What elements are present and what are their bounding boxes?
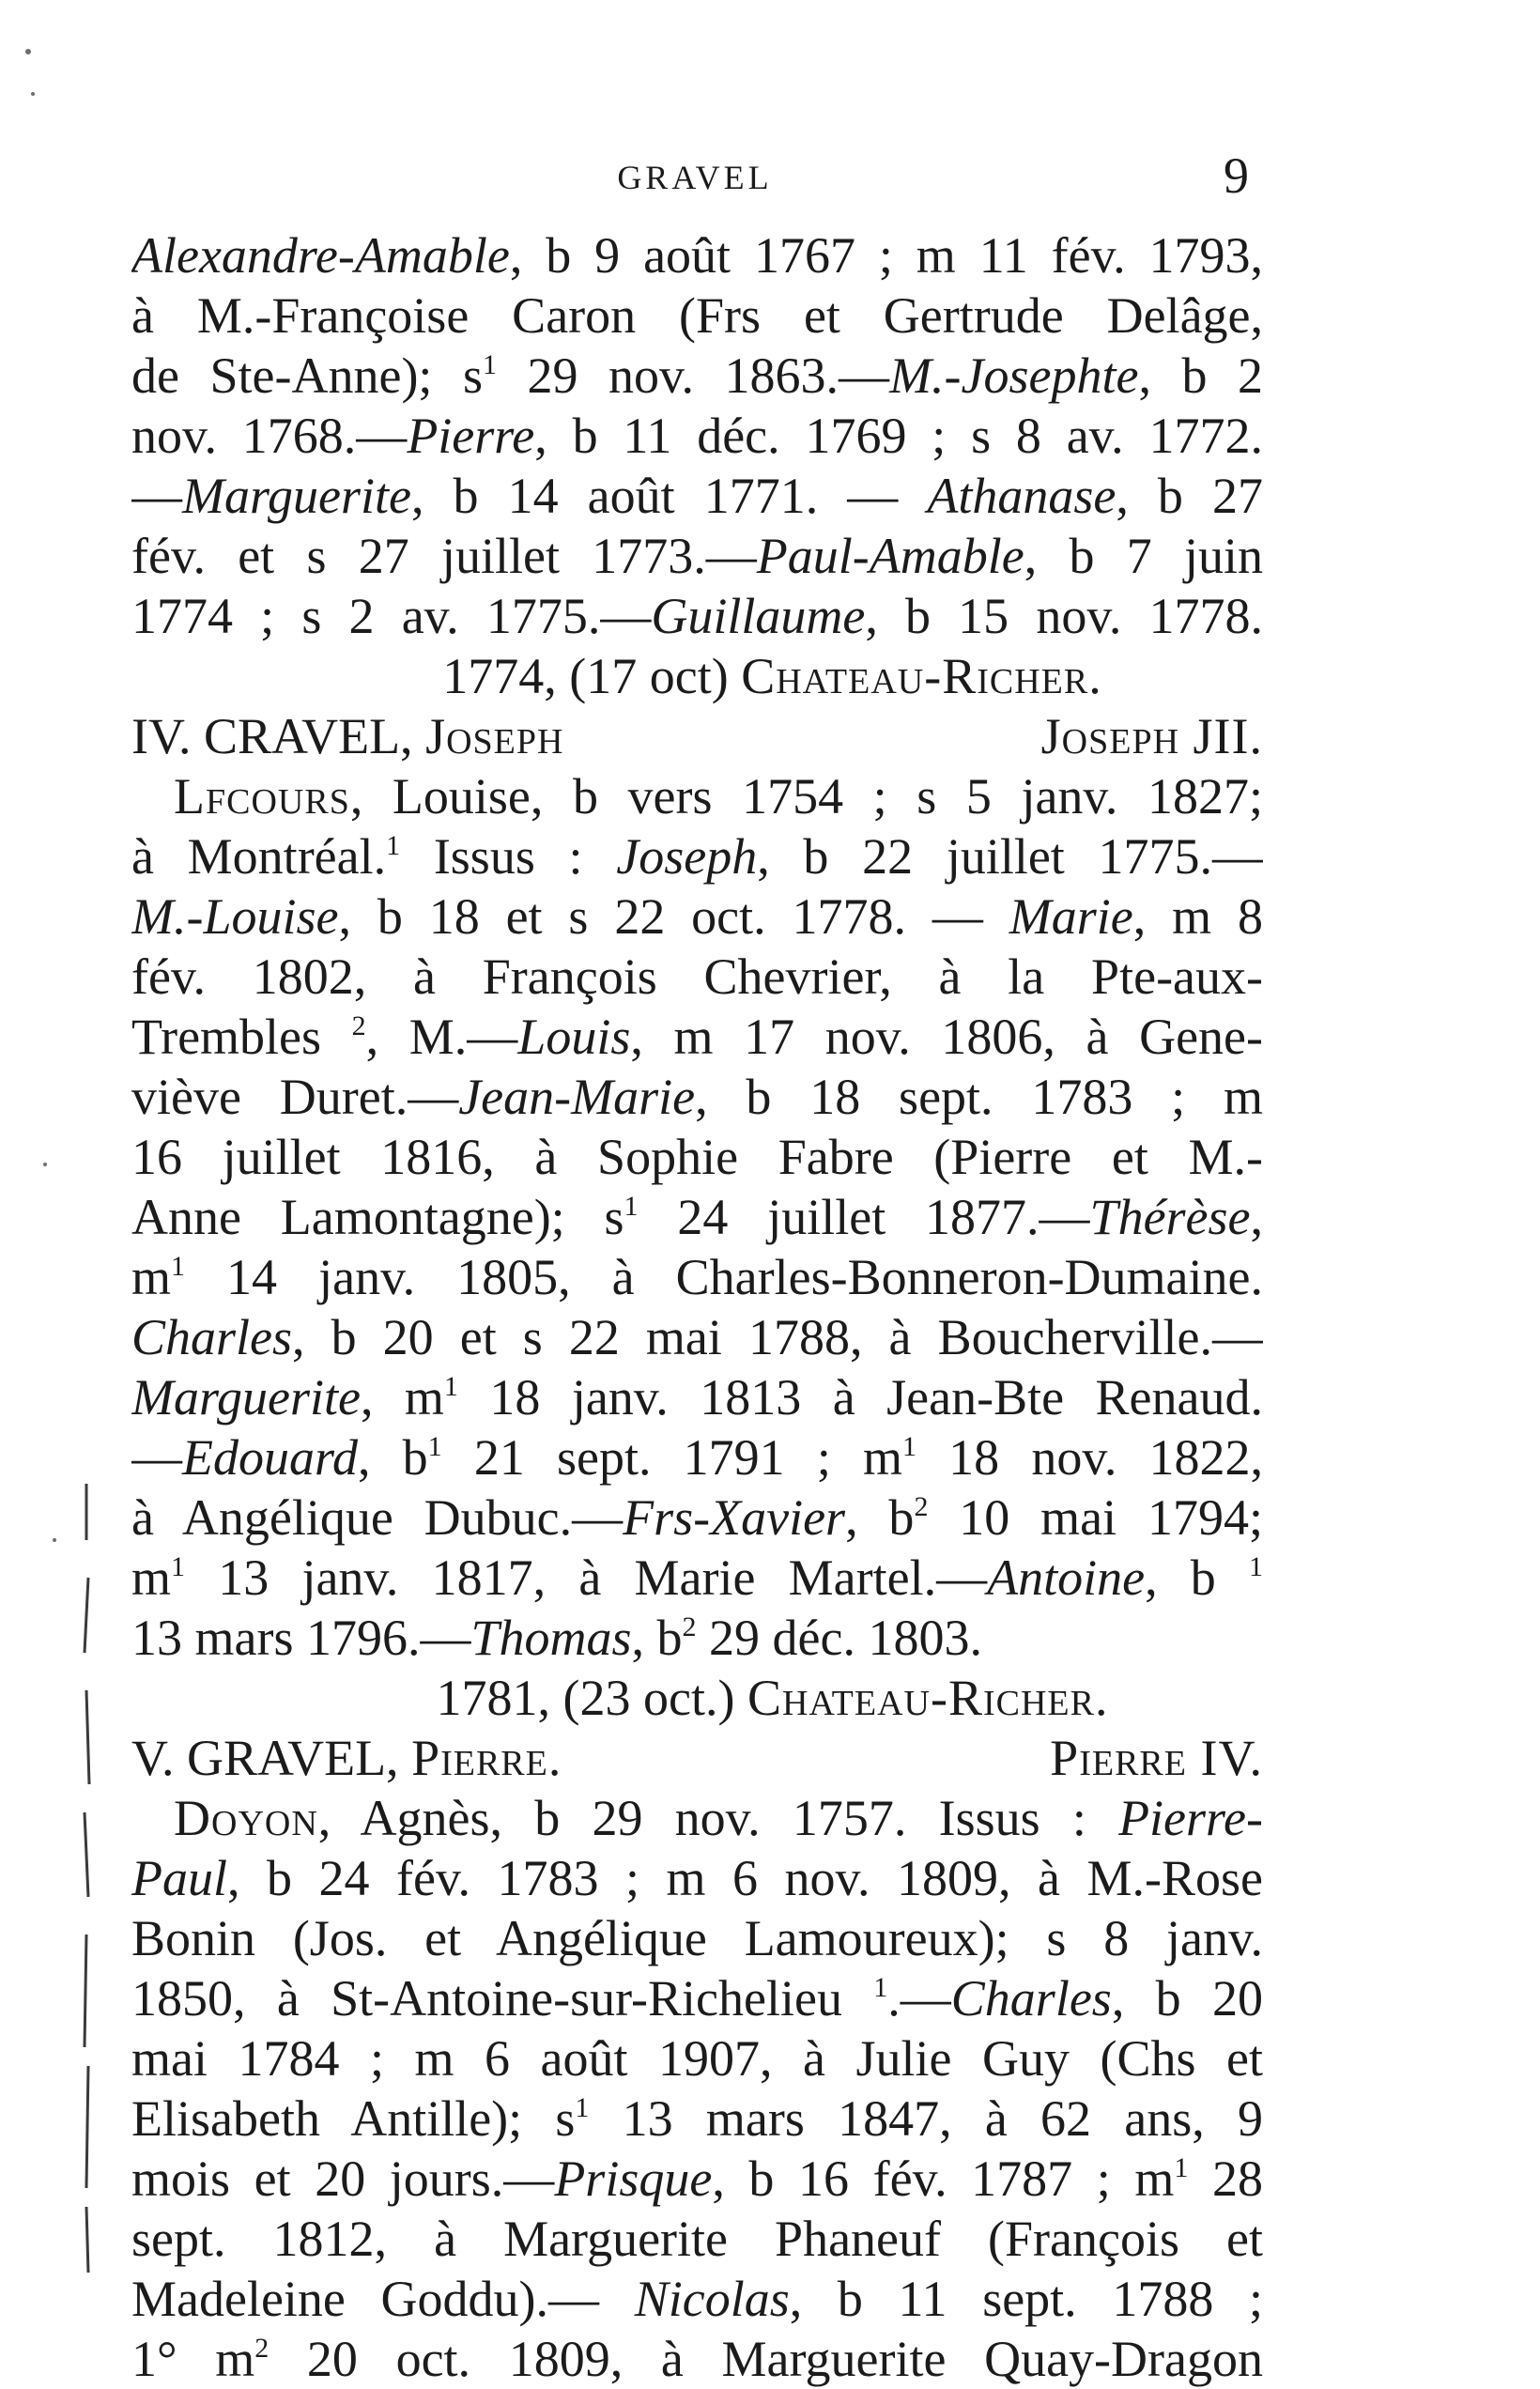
speck bbox=[43, 1163, 47, 1166]
speck bbox=[31, 92, 35, 96]
text-line: 1774 ; s 2 av. 1775.—Guillaume, b 15 nov. 1778. bbox=[131, 588, 1263, 644]
text-line: 13 mars 1796.—Thomas, $b^2$ 29 déc. 1803. bbox=[131, 1610, 982, 1666]
parent-reference: Joseph JII. bbox=[1040, 708, 1263, 764]
text-line: fév. et s 27 juillet 1773.—Paul-Amable, b 7 juin bbox=[131, 528, 1263, 584]
binding-edge-marks bbox=[85, 1484, 89, 2273]
text-line: 16 juillet 1816, à Sophie Fabre (Pierre et M.- bbox=[131, 1129, 1263, 1185]
page-header bbox=[131, 141, 1258, 207]
text-line: Anne Lamontagne); $s^1$ 24 juillet 1877.—Thérèse, bbox=[131, 1189, 1263, 1245]
text-line: sept. 1812, à Marguerite Phaneuf (François et bbox=[131, 2211, 1263, 2267]
parent-reference: Pierre IV. bbox=[1050, 1730, 1263, 1786]
text-line: à Montréal.$^1$ Issus : Joseph, b 22 juillet 1775.— bbox=[131, 828, 1263, 885]
text-line: M.-Louise, b 18 et s 22 oct. 1778. — Marie, m 8 bbox=[131, 888, 1263, 945]
generation-heading: V. GRAVEL, Pierre. Pierre IV. bbox=[131, 1730, 1263, 1786]
text-line: Trembles $^2$, M.—Louis, m 17 nov. 1806, à Gene- bbox=[131, 1009, 1263, 1065]
text-line: fév. 1802, à François Chevrier, à la Pte-aux- bbox=[131, 948, 1263, 1005]
text-line: mois et 20 jours.—Prisque, b 16 fév. 1787 ; $m^1$ 28 bbox=[131, 2150, 1263, 2207]
text-line: 1850, à St-Antoine-sur-Richelieu $^1$.—Charles, b 20 bbox=[131, 1970, 1263, 2027]
binding-specks bbox=[0, 0, 122, 2350]
speck bbox=[53, 1538, 56, 1542]
text-line: Madeleine Goddu).— Nicolas, b 11 sept. 1788 ; bbox=[131, 2271, 1263, 2327]
text-line: Marguerite, $m^1$ 18 janv. 1813 à Jean-Bte Renaud. bbox=[131, 1369, 1263, 1426]
text-line: à M.-Françoise Caron (Frs et Gertrude Delâge, bbox=[131, 287, 1263, 344]
page-number: 9 bbox=[1224, 147, 1249, 204]
text-line: Bonin (Jos. et Angélique Lamoureux); s 8 janv. bbox=[131, 1910, 1263, 1966]
page-text bbox=[131, 225, 1263, 2389]
text-line: $m^1$ 13 janv. 1817, à Marie Martel.—Antoine, b $^1$ bbox=[131, 1549, 1263, 1606]
generation-heading: IV. CRAVEL, Joseph Joseph JII. bbox=[131, 708, 1263, 764]
text-line: —Edouard, $b^1$ 21 sept. 1791 ; $m^1$ 18 nov. 1822, bbox=[131, 1429, 1263, 1486]
text-line: 1° $m^2$ 20 oct. 1809, à Marguerite Quay-Dragon bbox=[131, 2331, 1263, 2387]
text-line: de Ste-Anne); $s^1$ 29 nov. 1863.—M.-Josephte, b 2 bbox=[131, 347, 1263, 404]
speck bbox=[25, 49, 31, 54]
text-line: mai 1784 ; m 6 août 1907, à Julie Guy (Chs et bbox=[131, 2030, 1263, 2087]
text-line: —Marguerite, b 14 août 1771. — Athanase, b 27 bbox=[131, 468, 1263, 524]
text-line: Paul, b 24 fév. 1783 ; m 6 nov. 1809, à M.-Rose bbox=[131, 1850, 1263, 1906]
text-line: Lfcours, Louise, b vers 1754 ; s 5 janv. 1827; bbox=[174, 768, 1263, 825]
text-line: à Angélique Dubuc.—Frs-Xavier, $b^2$ 10 mai 1794; bbox=[131, 1489, 1263, 1546]
running-title: GRAVEL bbox=[617, 159, 773, 196]
text-line: Doyon, Agnès, b 29 nov. 1757. Issus : Pierre- bbox=[174, 1790, 1263, 1846]
marriage-heading: 1781, (23 oct.) Chateau-Richer. bbox=[436, 1670, 1109, 1726]
text-line: nov. 1768.—Pierre, b 11 déc. 1769 ; s 8 av. 1772. bbox=[131, 408, 1263, 464]
text-line: Charles, b 20 et s 22 mai 1788, à Boucherville.— bbox=[131, 1309, 1263, 1365]
text-line: Alexandre-Amable, b 9 août 1767 ; m 11 fév. 1793, bbox=[131, 227, 1263, 284]
marriage-heading: 1774, (17 oct) Chateau-Richer. bbox=[442, 648, 1102, 704]
text-line: Elisabeth Antille); $s^1$ 13 mars 1847, à 62 ans, 9 bbox=[131, 2090, 1263, 2147]
text-line: $m^1$ 14 janv. 1805, à Charles-Bonneron-Dumaine. bbox=[131, 1249, 1263, 1305]
text-line: viève Duret.—Jean-Marie, b 18 sept. 1783 ; m bbox=[131, 1069, 1263, 1125]
